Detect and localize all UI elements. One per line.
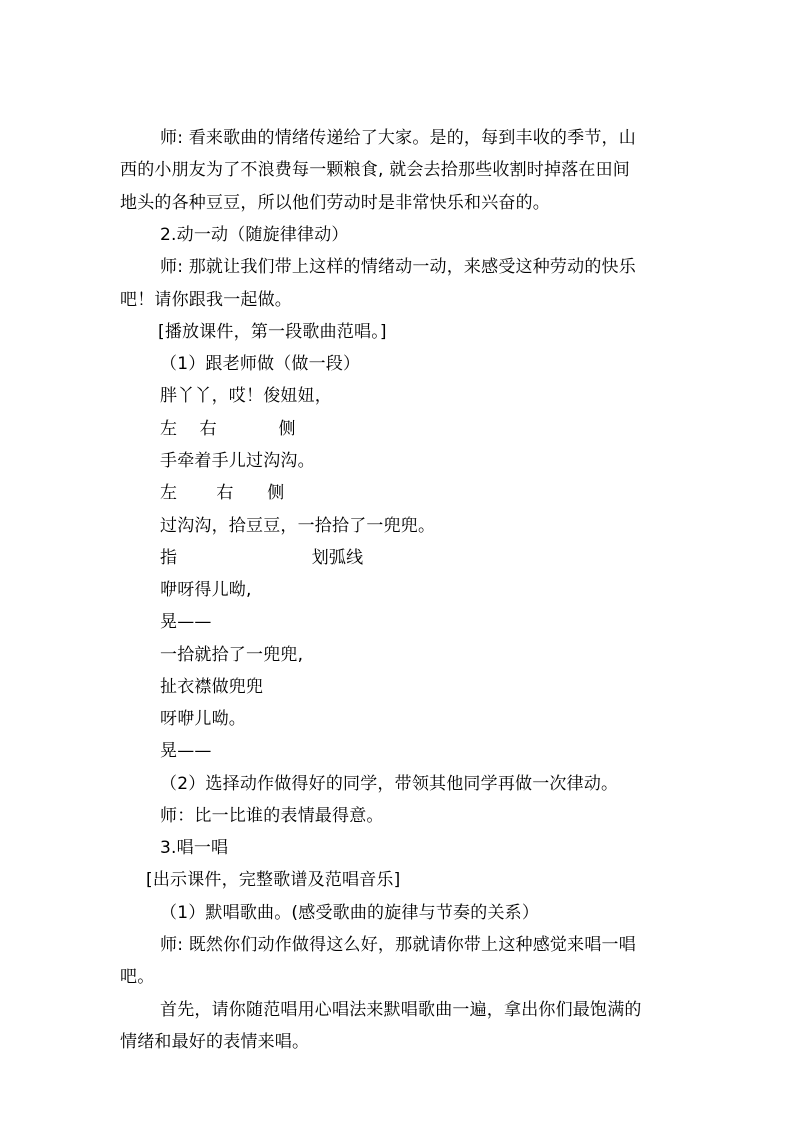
- section-heading: 3.唱一唱: [160, 838, 229, 858]
- lyric-line: 一拾就拾了一兜兜,: [160, 645, 304, 665]
- text-line: [出示课件，完整歌谱及范唱音乐]: [146, 870, 401, 890]
- text-line: 师：比一比谁的表情最得意。: [160, 806, 384, 826]
- text-line: （2）选择动作做得好的同学，带领其他同学再做一次律动。: [160, 774, 619, 794]
- text-line: （1）跟老师做（做一段）: [160, 354, 361, 374]
- lyric-line: 扯衣襟做兜兜: [160, 677, 264, 697]
- text-line: 师: 那就让我们带上这样的情绪动一动，来感受这种劳动的快乐: [160, 257, 636, 277]
- motion-line: 左 右 侧: [160, 483, 285, 503]
- text-line: （1）默唱歌曲。(感受歌曲的旋律与节奏的关系）: [160, 903, 540, 923]
- text-line: 师: 既然你们动作做得这么好，那就请你带上这种感觉来唱一唱: [160, 935, 636, 955]
- motion-line: 指 划弧线: [160, 548, 364, 568]
- text-line: 情绪和最好的表情来唱。: [120, 1032, 310, 1052]
- text-line: 吧！请你跟我一起做。: [120, 290, 292, 310]
- lyric-line: 晃——: [160, 741, 212, 761]
- text-line: 吧。: [120, 967, 155, 987]
- text-line: 首先，请你随范唱用心唱法来默唱歌曲一遍，拿出你们最饱满的: [160, 1000, 642, 1020]
- lyric-line: 呀咿儿呦。: [160, 709, 246, 729]
- text-line: 西的小朋友为了不浪费每一颗粮食, 就会去拾那些收割时掉落在田间: [120, 160, 631, 180]
- lyric-line: 胖丫丫，哎！俊妞妞，: [160, 386, 332, 406]
- motion-line: 左 右 侧: [160, 419, 296, 439]
- text-line: 地头的各种豆豆，所以他们劳动时是非常快乐和兴奋的。: [120, 193, 550, 213]
- lyric-line: 晃——: [160, 612, 212, 632]
- lyric-line: 咿呀得儿呦,: [160, 580, 252, 600]
- section-heading: 2.动一动（随旋律律动）: [160, 225, 349, 245]
- text-line: 师: 看来歌曲的情绪传递给了大家。是的，每到丰收的季节，山: [160, 128, 636, 148]
- text-line: [播放课件，第一段歌曲范唱。]: [158, 322, 387, 342]
- lyric-line: 手牵着手儿过沟沟。: [160, 451, 315, 471]
- lyric-line: 过沟沟，拾豆豆，一拾拾了一兜兜。: [160, 516, 436, 536]
